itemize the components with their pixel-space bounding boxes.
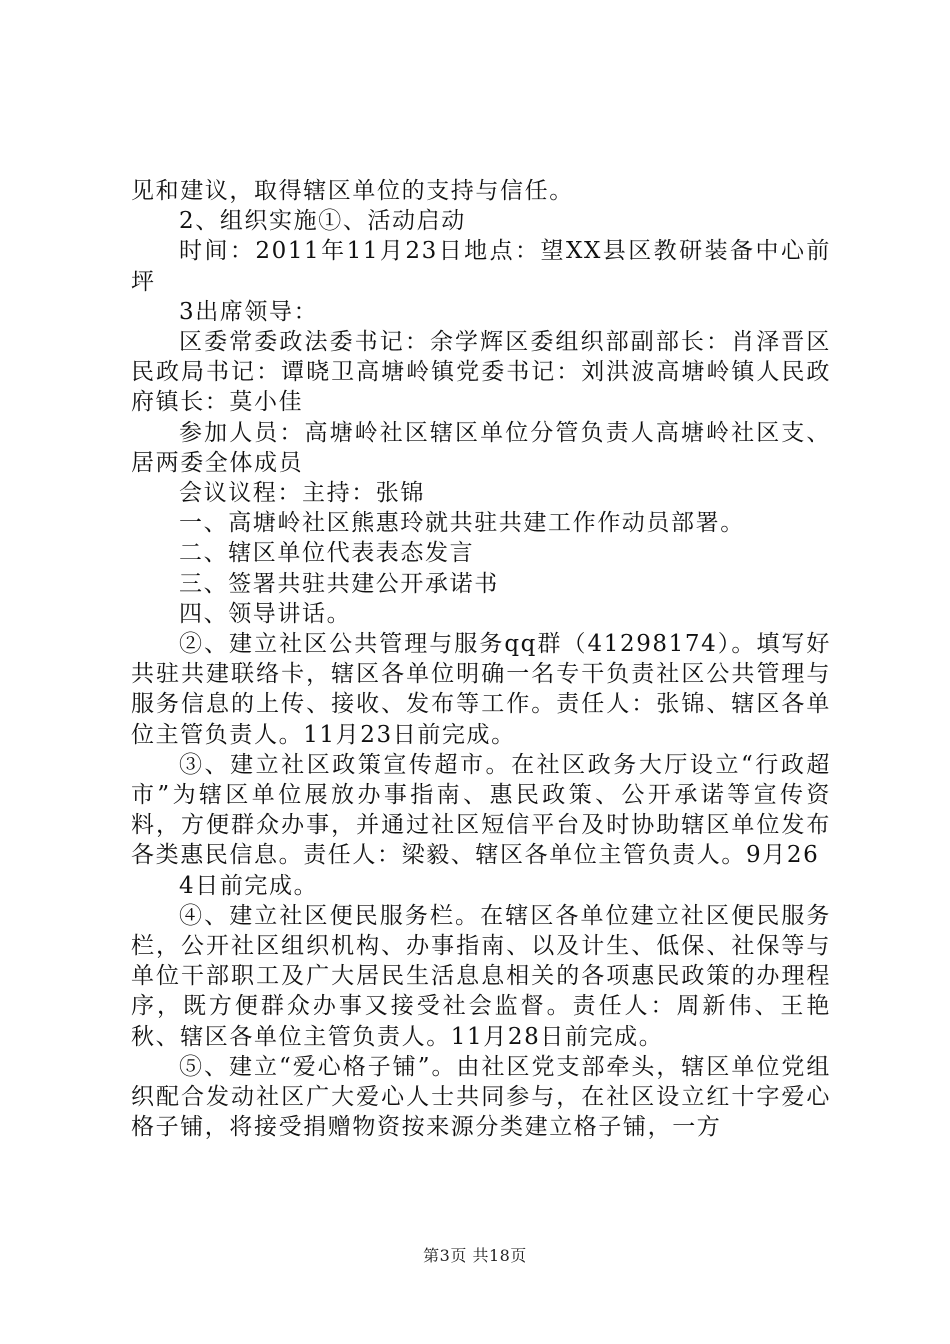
paragraph: 3出席领导： xyxy=(179,298,319,325)
paragraph: 4日前完成。 xyxy=(179,872,319,899)
paragraph: ⑤、建立“爱心格子铺”。由社区党支部牵头，辖区单位党组织配合发动社区广大爱心人士共同参与，在社区设立红十字爱心格子铺，将接受捐赠物资按来源分类建立格子铺，一方 xyxy=(131,1053,831,1141)
paragraph: 二、辖区单位代表表态发言 xyxy=(179,540,475,567)
paragraph: 一、高塘岭社区熊惠玲就共驻共建工作作动员部署。 xyxy=(179,510,745,537)
paragraph: 参加人员：高塘岭社区辖区单位分管负责人高塘岭社区支、居两委全体成员 xyxy=(131,419,831,476)
paragraph: ④、建立社区便民服务栏。在辖区各单位建立社区便民服务栏，公开社区组织机构、办事指南、以及计生、低保、社保等与单位干部职工及广大居民生活息息相关的各项惠民政策的办理程序，既方便群众办事又接受社会监督。责任人：周新伟、王艳秋、辖区各单位主管负责人。11月28日前完成。 xyxy=(131,902,831,1050)
paragraph: 会议议程：主持：张锦 xyxy=(179,480,425,507)
paragraph: 四、领导讲话。 xyxy=(179,600,352,627)
paragraph: ③、建立社区政策宣传超市。在社区政务大厅设立“行政超市”为辖区单位展放办事指南、惠民政策、公开承诺等宣传资料，方便群众办事，并通过社区短信平台及时协助辖区单位发布各类惠民信息。责任人：梁毅、辖区各单位主管负责人。9月26 xyxy=(131,751,831,869)
paragraph: 见和建议，取得辖区单位的支持与信任。 xyxy=(131,178,574,204)
page-number-footer: 第3页 共18页 xyxy=(423,1246,527,1265)
paragraph: 时间：2011年11月23日地点：望XX县区教研装备中心前坪 xyxy=(131,238,831,295)
paragraph: 2、组织实施①、活动启动 xyxy=(179,208,466,235)
paragraph: 三、签署共驻共建公开承诺书 xyxy=(179,570,499,597)
document-body xyxy=(131,176,831,1143)
paragraph: ②、建立社区公共管理与服务qq群（41298174）。填写好共驻共建联络卡，辖区各单位明确一名专干负责社区公共管理与服务信息的上传、接收、发布等工作。责任人：张锦、辖区各单位主管负责人。11月23日前完成。 xyxy=(131,631,831,748)
paragraph: 区委常委政法委书记：余学辉区委组织部副部长：肖泽晋区民政局书记：谭晓卫高塘岭镇党委书记：刘洪波高塘岭镇人民政府镇长：莫小佳 xyxy=(131,329,831,416)
